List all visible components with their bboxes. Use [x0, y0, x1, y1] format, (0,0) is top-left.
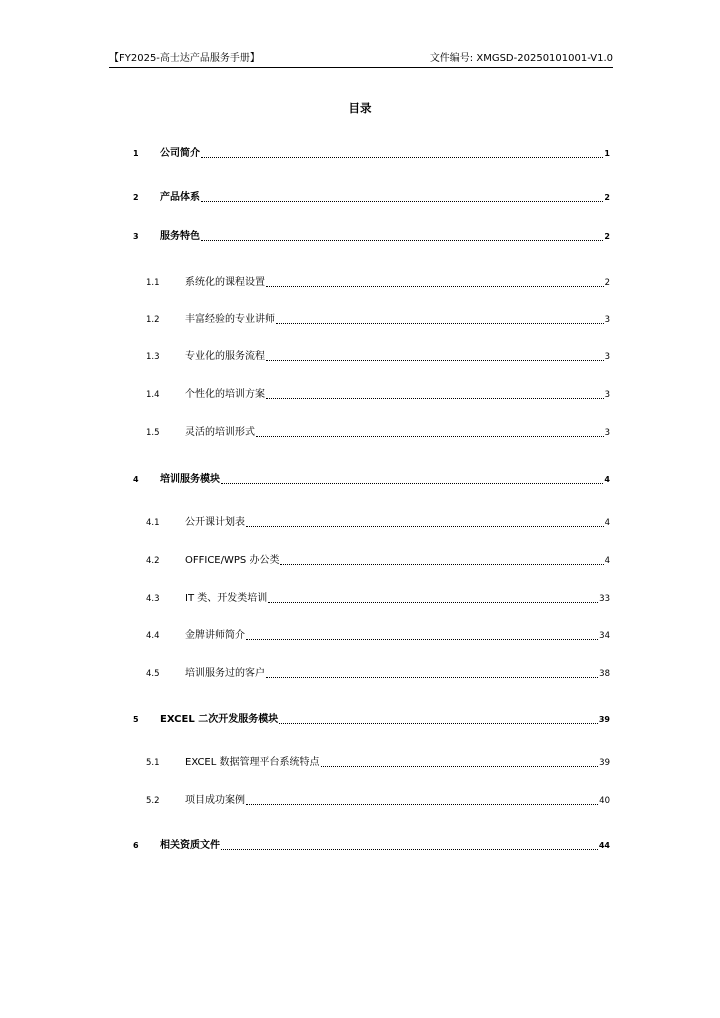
- toc-entry-link[interactable]: [185, 351, 610, 363]
- toc-entry-link[interactable]: [185, 389, 610, 401]
- toc-entry-page: 34: [599, 631, 610, 641]
- toc-entry-link[interactable]: [160, 231, 610, 243]
- toc-dot-leader: [279, 723, 598, 724]
- toc-entry-number: 5.1: [146, 758, 160, 768]
- toc-entry[interactable]: [0, 146, 720, 160]
- toc-entry-number: 1.4: [146, 390, 160, 400]
- toc-entry-number: 1: [133, 149, 139, 158]
- toc-entry-link[interactable]: [185, 517, 610, 529]
- toc-dot-leader: [221, 849, 598, 850]
- toc-entry-link[interactable]: [185, 795, 610, 807]
- toc-dot-leader: [266, 398, 604, 399]
- toc-entry-number: 6: [133, 841, 139, 850]
- toc-entry[interactable]: [0, 275, 720, 289]
- toc-entry-link[interactable]: [160, 192, 610, 204]
- toc-entry-link[interactable]: [185, 314, 610, 326]
- toc-dot-leader: [246, 526, 604, 527]
- toc-entry-page: 33: [599, 594, 610, 604]
- toc-dot-leader: [221, 483, 603, 484]
- toc-dot-leader: [256, 436, 604, 437]
- toc-entry-link[interactable]: [185, 427, 610, 439]
- toc-entry-number: 1.3: [146, 352, 160, 362]
- toc-entry[interactable]: [0, 628, 720, 642]
- toc-entry[interactable]: [0, 838, 720, 852]
- toc-entry-label: 个性化的培训方案: [185, 389, 265, 400]
- toc-entry-number: 3: [133, 232, 139, 241]
- toc-entry[interactable]: [0, 712, 720, 726]
- toc-entry-number: 4: [133, 475, 139, 484]
- toc-entry-page: 39: [598, 715, 610, 724]
- toc-entry[interactable]: [0, 666, 720, 680]
- toc-entry[interactable]: [0, 312, 720, 326]
- toc-entry-number: 5.2: [146, 796, 160, 806]
- toc-entry-link[interactable]: [185, 555, 610, 567]
- header-doc-number: 文件编号: XMGSD-20250101001-V1.0: [429, 53, 613, 64]
- header-doc-name: 【FY2025-高士达产品服务手册】: [109, 53, 260, 64]
- toc-dot-leader: [321, 766, 599, 767]
- toc-dot-leader: [276, 323, 604, 324]
- toc-title: 目录: [348, 101, 372, 115]
- toc-entry-page: 38: [599, 669, 610, 679]
- toc-entry-number: 1.1: [146, 278, 160, 288]
- toc-entry-label: 产品体系: [160, 192, 200, 203]
- toc-entry-label: 培训服务过的客户: [185, 668, 265, 679]
- toc-dot-leader: [201, 201, 603, 202]
- toc-entry-label: 服务特色: [160, 231, 200, 242]
- toc-entry-page: 44: [598, 841, 610, 850]
- toc-entry-label: 培训服务模块: [160, 474, 220, 485]
- toc-entry-page: 1: [604, 149, 610, 158]
- toc-entry-number: 1.5: [146, 428, 160, 438]
- toc-dot-leader: [266, 286, 604, 287]
- toc-dot-leader: [266, 360, 604, 361]
- toc-entry-label: 相关资质文件: [160, 840, 220, 851]
- toc-entry-page: 39: [599, 758, 610, 768]
- toc-entry-label: 公司简介: [160, 148, 200, 159]
- toc-entry-label: 系统化的课程设置: [185, 277, 265, 288]
- toc-entry-label: 公开课计划表: [185, 517, 245, 528]
- toc-entry-page: 2: [604, 193, 610, 202]
- toc-entry[interactable]: [0, 515, 720, 529]
- toc-dot-leader: [201, 240, 603, 241]
- toc-entry-label: 灵活的培训形式: [185, 427, 255, 438]
- toc-entry[interactable]: [0, 425, 720, 439]
- toc-entry-number: 4.5: [146, 669, 160, 679]
- toc-dot-leader: [246, 804, 598, 805]
- toc-dot-leader: [268, 602, 598, 603]
- toc-entry-number: 4.4: [146, 631, 160, 641]
- toc-dot-leader: [201, 157, 603, 158]
- toc-entry-page: 2: [604, 232, 610, 241]
- toc-entry-label: 项目成功案例: [185, 795, 245, 806]
- toc-dot-leader: [246, 639, 598, 640]
- toc-entry-number: 4.3: [146, 594, 160, 604]
- toc-entry[interactable]: [0, 472, 720, 486]
- toc-entry-link[interactable]: [185, 277, 610, 289]
- toc-entry-number: 2: [133, 193, 139, 202]
- toc-entry-page: 4: [604, 518, 610, 528]
- toc-entry-page: 2: [604, 278, 610, 288]
- toc-entry-label: IT 类、开发类培训: [185, 593, 268, 604]
- toc-entry-link[interactable]: [185, 668, 610, 680]
- toc-entry[interactable]: [0, 229, 720, 243]
- toc-entry-page: 3: [604, 390, 610, 400]
- toc-entry-link[interactable]: [185, 757, 610, 769]
- toc-entry-page: 3: [604, 352, 610, 362]
- toc-entry-label: EXCEL 数据管理平台系统特点: [185, 757, 320, 768]
- toc-entry-link[interactable]: [185, 630, 610, 642]
- toc-entry-link[interactable]: [160, 714, 610, 726]
- toc-entry-link[interactable]: [185, 593, 610, 605]
- toc-entry-link[interactable]: [160, 148, 610, 160]
- toc-entry-number: 5: [133, 715, 139, 724]
- toc-entry[interactable]: [0, 793, 720, 807]
- toc-entry[interactable]: [0, 755, 720, 769]
- toc-entry-label: 金牌讲师简介: [185, 630, 245, 641]
- toc-entry-label: EXCEL 二次开发服务模块: [160, 714, 279, 725]
- toc-entry-link[interactable]: [160, 840, 610, 852]
- toc-entry-page: 4: [604, 475, 610, 484]
- toc-entry[interactable]: [0, 387, 720, 401]
- toc-entry-label: OFFICE/WPS 办公类: [185, 555, 280, 566]
- toc-entry-page: 3: [604, 315, 610, 325]
- toc-entry-link[interactable]: [160, 474, 610, 486]
- toc-entry-number: 1.2: [146, 315, 160, 325]
- toc-entry-label: 丰富经验的专业讲师: [185, 314, 275, 325]
- toc-entry-label: 专业化的服务流程: [185, 351, 265, 362]
- toc-dot-leader: [280, 564, 603, 565]
- page-header: [109, 53, 613, 68]
- toc-entry[interactable]: [0, 553, 720, 567]
- toc-entry[interactable]: [0, 591, 720, 605]
- toc-entry[interactable]: [0, 190, 720, 204]
- toc-entry-page: 3: [604, 428, 610, 438]
- toc-dot-leader: [266, 677, 598, 678]
- toc-entry-number: 4.1: [146, 518, 160, 528]
- toc-entry[interactable]: [0, 349, 720, 363]
- toc-entry-page: 4: [604, 556, 610, 566]
- toc-entry-number: 4.2: [146, 556, 160, 566]
- toc-entry-page: 40: [599, 796, 610, 806]
